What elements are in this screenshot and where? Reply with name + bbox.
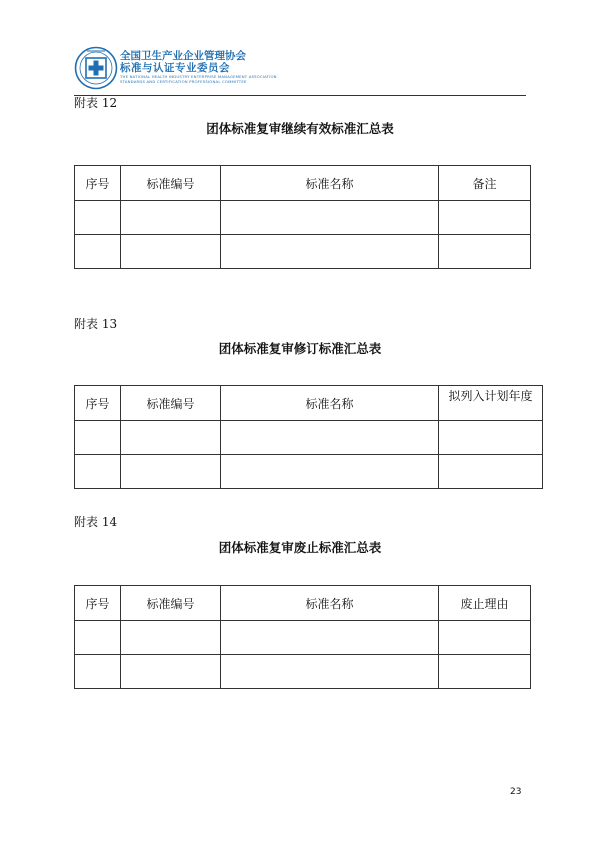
- association-logo-icon: [74, 46, 118, 90]
- annex-12-section: [74, 96, 526, 191]
- table-cell: [75, 201, 121, 235]
- table-row: [75, 201, 531, 235]
- table-cell: [439, 455, 543, 489]
- table-cell: [439, 621, 531, 655]
- summary-table: [74, 165, 531, 269]
- org-name-en-line2: STANDARDS AND CERTIFICATION PROFESSIONAL COMMITTEE: [120, 79, 247, 84]
- table-header-row: [75, 386, 543, 421]
- org-name-line1: 全国卫生产业企业管理协会: [120, 50, 246, 62]
- column-header: 标准编号: [121, 586, 221, 621]
- table-header-row: [75, 586, 531, 621]
- table-header-row: [75, 166, 531, 201]
- table-cell: [221, 421, 439, 455]
- table-row: [75, 621, 531, 655]
- table-cell: [75, 655, 121, 689]
- annex-14-section: [74, 515, 526, 611]
- table-cell: [75, 421, 121, 455]
- annex-label: 附表 14: [74, 515, 118, 529]
- table-row: [75, 421, 543, 455]
- org-name-line2: 标准与认证专业委员会: [120, 62, 230, 74]
- table-cell: [121, 421, 221, 455]
- annex-13-section: [74, 317, 533, 411]
- table-cell: [121, 201, 221, 235]
- table-cell: [221, 201, 439, 235]
- table-cell: [121, 655, 221, 689]
- column-header: 拟列入计划年度: [439, 386, 543, 421]
- table-row: [75, 655, 531, 689]
- document-header: [74, 44, 526, 94]
- page-number: 23: [510, 787, 522, 797]
- table-cell: [439, 655, 531, 689]
- org-name-en-line1: THE NATIONAL HEALTH INDUSTRY ENTERPRISE MANAGEMENT ASSOCIATION: [120, 74, 277, 79]
- table-cell: [221, 655, 439, 689]
- organization-name: [120, 50, 277, 84]
- table-cell: [121, 621, 221, 655]
- table-cell: [75, 621, 121, 655]
- column-header: 标准编号: [121, 166, 221, 201]
- table-row: [75, 235, 531, 269]
- column-header: 备注: [439, 166, 531, 201]
- table-cell: [75, 455, 121, 489]
- table-cell: [439, 235, 531, 269]
- annex-label: 附表 12: [74, 96, 118, 110]
- column-header: 标准名称: [221, 166, 439, 201]
- summary-table: [74, 385, 543, 489]
- table-cell: [221, 455, 439, 489]
- table-title: 团体标准复审修订标准汇总表: [218, 341, 382, 356]
- table-cell: [439, 201, 531, 235]
- table-cell: [221, 621, 439, 655]
- table-cell: [439, 421, 543, 455]
- column-header: 序号: [75, 166, 121, 201]
- table-row: [75, 455, 543, 489]
- annex-label: 附表 13: [74, 317, 118, 331]
- table-cell: [121, 455, 221, 489]
- column-header: 标准编号: [121, 386, 221, 421]
- table-cell: [121, 235, 221, 269]
- table-title: 团体标准复审废止标准汇总表: [218, 540, 382, 555]
- column-header: 序号: [75, 586, 121, 621]
- column-header: 序号: [75, 386, 121, 421]
- column-header: 标准名称: [221, 586, 439, 621]
- summary-table: [74, 585, 531, 689]
- table-title: 团体标准复审继续有效标准汇总表: [206, 121, 394, 136]
- column-header: 废止理由: [439, 586, 531, 621]
- column-header: 标准名称: [221, 386, 439, 421]
- table-cell: [221, 235, 439, 269]
- table-cell: [75, 235, 121, 269]
